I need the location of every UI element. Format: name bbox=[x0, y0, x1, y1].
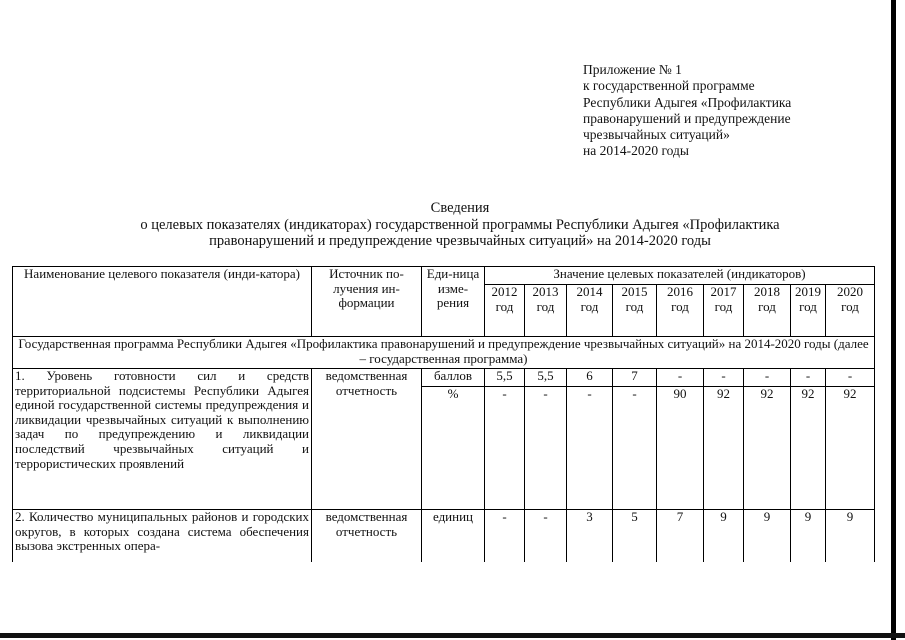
indicator-source: ведомственная отчетность bbox=[312, 369, 422, 510]
indicator-value: - bbox=[613, 387, 657, 510]
page-edge-right bbox=[891, 0, 896, 640]
indicator-value: - bbox=[744, 369, 791, 387]
indicators-table bbox=[12, 266, 875, 562]
indicator-value: 7 bbox=[657, 510, 704, 562]
indicator-value: - bbox=[791, 369, 826, 387]
indicator-value: 92 bbox=[704, 387, 744, 510]
indicator-value: 5,5 bbox=[485, 369, 525, 387]
indicator-value: 9 bbox=[704, 510, 744, 562]
header-unit: Еди-ница изме-рения bbox=[422, 267, 485, 337]
indicator-unit: % bbox=[422, 387, 485, 510]
header-source: Источник по-лучения ин-формации bbox=[312, 267, 422, 337]
header-year: 2012 год bbox=[485, 285, 525, 337]
indicator-unit: единиц bbox=[422, 510, 485, 562]
indicator-value: 3 bbox=[567, 510, 613, 562]
indicator-unit: баллов bbox=[422, 369, 485, 387]
indicator-value: - bbox=[657, 369, 704, 387]
header-year: 2019 год bbox=[791, 285, 826, 337]
title-line: правонарушений и предупреждение чрезвычайных ситуаций» на 2014-2020 годы bbox=[209, 233, 711, 249]
indicator-value: 90 bbox=[657, 387, 704, 510]
page-edge-bottom bbox=[0, 633, 905, 638]
appendix-line: правонарушений и предупреждение bbox=[583, 110, 791, 126]
indicator-value: - bbox=[826, 369, 875, 387]
indicator-value: 9 bbox=[744, 510, 791, 562]
indicator-value: 5 bbox=[613, 510, 657, 562]
indicator-value: - bbox=[525, 387, 567, 510]
indicator-value: 5,5 bbox=[525, 369, 567, 387]
indicator-value: 92 bbox=[744, 387, 791, 510]
indicator-value: 92 bbox=[791, 387, 826, 510]
indicator-value: - bbox=[485, 387, 525, 510]
indicator-value: - bbox=[567, 387, 613, 510]
indicator-name: 1. Уровень готовности сил и средств территориальной подсистемы Республики Адыгея единой государственной системы предупреждения и ликвидации чрезвычайных ситуаций к выполнению задач по предупреждению и ликвидации последствий чрезвычайных ситуаций и террористических проявлений bbox=[13, 369, 312, 510]
appendix-line: Республики Адыгея «Профилактика bbox=[583, 94, 792, 110]
header-year: 2016 год bbox=[657, 285, 704, 337]
appendix-line: на 2014-2020 годы bbox=[583, 143, 689, 159]
header-year: 2013 год bbox=[525, 285, 567, 337]
header-year: 2015 год bbox=[613, 285, 657, 337]
header-year: 2014 год bbox=[567, 285, 613, 337]
indicator-value: - bbox=[704, 369, 744, 387]
title-line: о целевых показателях (индикаторах) государственной программы Республики Адыгея «Профилактика bbox=[140, 216, 780, 233]
indicator-value: 6 bbox=[567, 369, 613, 387]
appendix-line: чрезвычайных ситуаций» bbox=[583, 127, 730, 143]
indicator-source: ведомственная отчетность bbox=[312, 510, 422, 562]
indicator-name: 2. Количество муниципальных районов и городских округов, в которых создана система обеспечения вызова экстренных опера- bbox=[13, 510, 312, 562]
indicator-value: - bbox=[525, 510, 567, 562]
indicator-value: 7 bbox=[613, 369, 657, 387]
document-title bbox=[60, 200, 860, 250]
appendix-line: Приложение № 1 bbox=[583, 62, 682, 77]
indicator-value: 9 bbox=[791, 510, 826, 562]
header-year: 2018 год bbox=[744, 285, 791, 337]
header-values-group: Значение целевых показателей (индикаторов) bbox=[485, 267, 875, 285]
program-row: Государственная программа Республики Адыгея «Профилактика правонарушений и предупреждение чрезвычайных ситуаций» на 2014-2020 годы (далее – государственная программа) bbox=[13, 337, 875, 369]
header-year: 2017 год bbox=[704, 285, 744, 337]
indicator-value: - bbox=[485, 510, 525, 562]
header-name: Наименование целевого показателя (инди-катора) bbox=[13, 267, 312, 337]
appendix-line: к государственной программе bbox=[583, 78, 755, 94]
indicator-value: 92 bbox=[826, 387, 875, 510]
indicator-value: 9 bbox=[826, 510, 875, 562]
header-year: 2020 год bbox=[826, 285, 875, 337]
title-heading: Сведения bbox=[430, 200, 490, 216]
appendix-note bbox=[583, 62, 791, 160]
